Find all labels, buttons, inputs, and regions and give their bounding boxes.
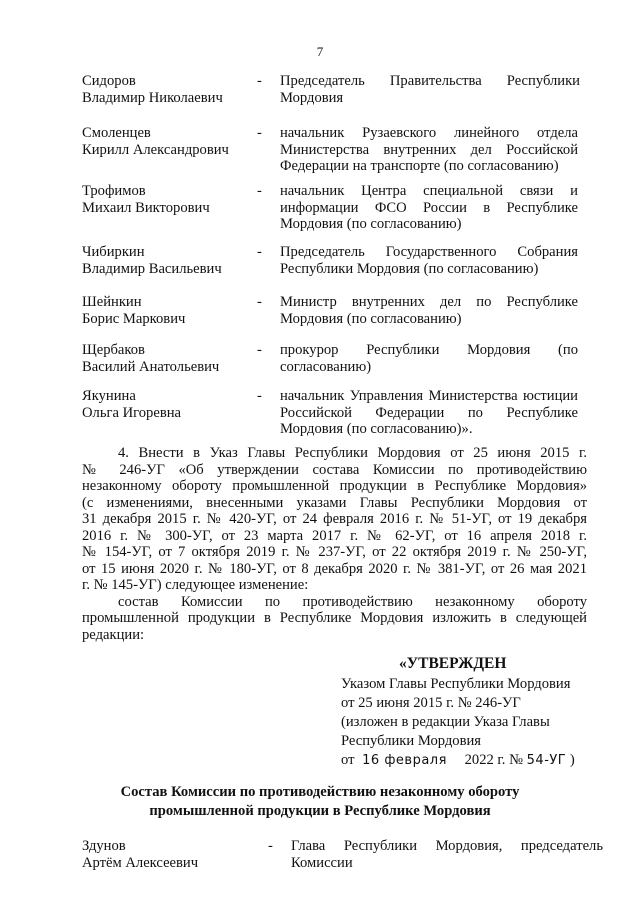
dash-separator: - [257,244,262,260]
paragraph-line: незаконному обороту промышленной продукции в Республике Мордовия» [82,478,587,494]
member-name [82,183,252,216]
paragraph-line: г. № 145-УГ) следующее изменение: [82,577,309,593]
member-surname: Щербаков [82,342,145,358]
approval-line: Республики Мордовия [341,732,482,749]
member-role: начальник Центра специальной связи и информации ФСО России в Республике Мордовия (по согласованию) [280,183,578,232]
dash-separator: - [257,125,262,141]
member-name [82,73,252,106]
paragraph-line: промышленной продукции в Республике Мордовия изложить в следующей [82,610,587,626]
paragraph-line: № 246-УГ «Об утверждении состава Комиссии по противодействию [82,461,587,478]
member-role: Председатель Правительства Республики Мордовия [280,73,580,106]
paragraph-line: № 154-УГ, от 7 октября 2019 г. № 237-УГ, от 22 октября 2019 г. № 250-УГ, [82,544,587,560]
member-surname: Чибиркин [82,244,145,260]
dash-separator: - [257,73,262,89]
approval-prefix: от [341,751,355,768]
approval-heading: «УТВЕРЖДЕН [399,655,507,672]
paragraph-line: состав Комиссии по противодействию незаконному обороту [118,593,587,610]
approval-year-number: 2022 г. № [464,751,523,768]
dash-separator: - [257,294,262,310]
paragraph-line: (с изменениями, внесенными указами Главы Республики Мордовия от [82,494,587,511]
member-name [82,244,252,277]
paragraph-line: 2016 г. № 300-УГ, от 23 марта 2017 г. № 62-УГ, от 16 апреля 2018 г. [82,527,587,544]
approval-line: (изложен в редакции Указа Главы [341,713,550,730]
member-given-names: Василий Анатольевич [82,358,220,375]
member-role: Глава Республики Мордовия, председатель Комиссии [291,838,603,871]
member-role: прокурор Республики Мордовия (по согласованию) [280,342,578,375]
member-surname: Смоленцев [82,125,151,141]
dash-separator: - [257,342,262,358]
member-surname: Трофимов [82,183,146,199]
member-given-names: Владимир Николаевич [82,89,223,106]
member-name [82,342,252,375]
handwritten-date: 16 февраля [362,752,447,768]
commission-title-line: промышленной продукции в Республике Мордовия [149,803,491,819]
member-role: Председатель Государственного Собрания Республики Мордовия (по согласованию) [280,244,578,277]
member-given-names: Владимир Васильевич [82,260,222,277]
member-name [82,838,252,871]
member-given-names: Кирилл Александрович [82,141,229,158]
page-number: 7 [316,44,324,59]
member-given-names: Ольга Игоревна [82,404,181,421]
dash-separator: - [268,838,273,854]
member-role: Министр внутренних дел по Республике Мордовия (по согласованию) [280,294,578,327]
paragraph-line: редакции: [82,626,145,643]
amendment-paragraph [82,445,587,643]
approval-date-line [341,751,611,770]
member-name [82,125,252,158]
member-surname: Якунина [82,388,136,404]
dash-separator: - [257,388,262,404]
handwritten-number: 54-УГ [526,752,567,768]
member-given-names: Артём Алексеевич [82,854,199,871]
paragraph-line: от 15 июня 2020 г. № 180-УГ, от 8 декабря 2020 г. № 381-УГ, от 26 мая 2021 [82,560,587,577]
approval-line: от 25 июня 2015 г. № 246-УГ [341,694,521,711]
member-surname: Здунов [82,838,126,854]
member-surname: Сидоров [82,73,136,89]
approval-block [341,656,611,770]
paragraph-line: 4. Внести в Указ Главы Республики Мордовия от 25 июня 2015 г. [118,445,587,461]
dash-separator: - [257,183,262,199]
member-given-names: Михаил Викторович [82,199,210,216]
member-role: начальник Управления Министерства юстиции Российской Федерации по Республике Мордовия (по согласованию)». [280,388,578,437]
approval-line: Указом Главы Республики Мордовия [341,675,571,692]
member-name [82,294,252,327]
approval-suffix: ) [569,751,575,768]
commission-title [0,783,640,821]
member-name [82,388,252,421]
member-role: начальник Рузаевского линейного отдела Министерства внутренних дел Российской Федерации на транспорте (по согласованию) [280,125,578,174]
member-surname: Шейнкин [82,294,142,310]
member-given-names: Борис Маркович [82,310,186,327]
commission-title-line: Состав Комиссии по противодействию незаконному обороту [120,784,520,800]
paragraph-line: 31 декабря 2015 г. № 420-УГ, от 24 февраля 2016 г. № 51-УГ, от 19 декабря [82,511,587,527]
